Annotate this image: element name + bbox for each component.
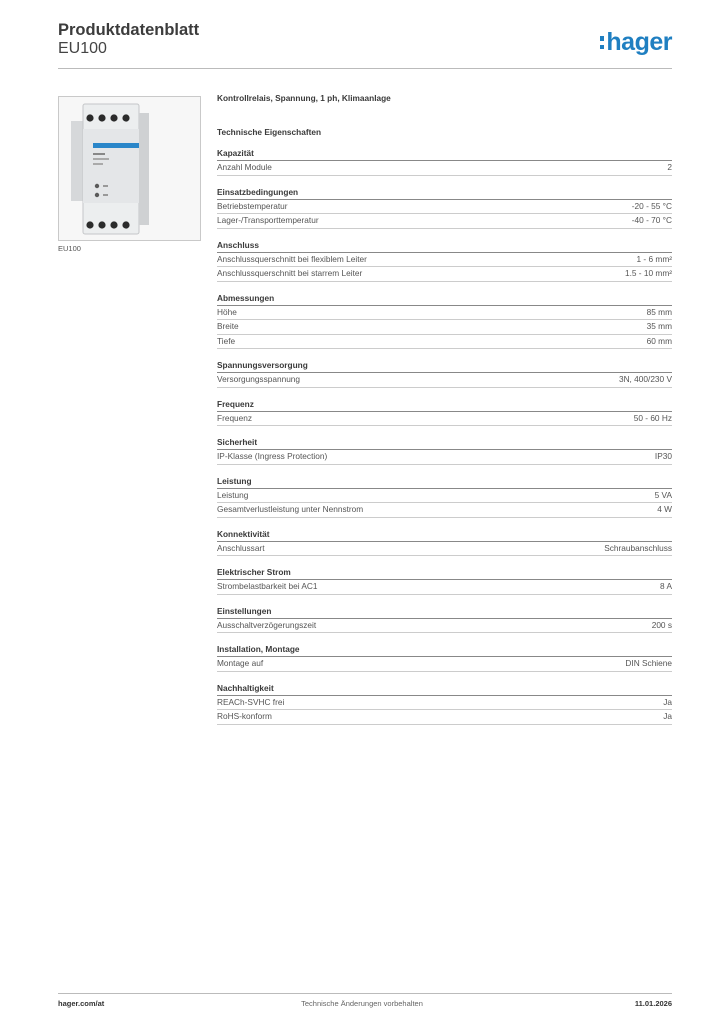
page-title: Produktdatenblatt bbox=[58, 21, 200, 39]
spec-label: Ausschaltverzögerungszeit bbox=[217, 619, 317, 630]
spec-value: 1.5 - 10 mm² bbox=[624, 268, 672, 278]
spec-label: REACh-SVHC frei bbox=[217, 696, 285, 707]
spec-group-title: Anschluss bbox=[217, 238, 672, 253]
spec-label: Betriebstemperatur bbox=[217, 200, 288, 211]
spec-label: RoHS-konform bbox=[217, 711, 272, 721]
spec-group-title: Elektrischer Strom bbox=[217, 565, 672, 580]
spec-row bbox=[217, 320, 672, 335]
spec-group-konnektivitaet bbox=[217, 527, 672, 557]
spec-row bbox=[217, 696, 672, 711]
spec-group-title: Nachhaltigkeit bbox=[217, 681, 672, 696]
product-code: EU100 bbox=[58, 40, 107, 57]
spec-row bbox=[217, 450, 672, 465]
spec-row bbox=[217, 306, 672, 321]
spec-value: 5 VA bbox=[654, 489, 672, 500]
spec-value: 8 A bbox=[660, 581, 672, 591]
spec-group-spannungsversorgung bbox=[217, 358, 672, 388]
footer-divider bbox=[58, 993, 672, 994]
spec-label: Anschlussquerschnitt bei starrem Leiter bbox=[217, 268, 363, 278]
spec-row bbox=[217, 489, 672, 504]
spec-row bbox=[217, 580, 672, 595]
spec-value: IP30 bbox=[654, 451, 672, 461]
logo-dots-icon bbox=[600, 36, 605, 49]
spec-label: Tiefe bbox=[217, 335, 236, 346]
spec-group-einstellungen bbox=[217, 604, 672, 634]
spec-group-title: Sicherheit bbox=[217, 435, 672, 450]
spec-row bbox=[217, 253, 672, 268]
spec-label: Strombelastbarkeit bei AC1 bbox=[217, 581, 318, 591]
spec-row bbox=[217, 267, 672, 282]
product-image-caption: EU100 bbox=[58, 244, 81, 253]
footer-website-link[interactable]: hager.com/at bbox=[58, 999, 105, 1008]
spec-value: 50 - 60 Hz bbox=[633, 412, 672, 423]
spec-group-sicherheit bbox=[217, 435, 672, 465]
spec-row bbox=[217, 503, 672, 518]
spec-group-title: Einstellungen bbox=[217, 604, 672, 619]
spec-label: Höhe bbox=[217, 306, 237, 317]
spec-label: Lager-/Transporttemperatur bbox=[217, 215, 319, 225]
spec-value: 1 - 6 mm² bbox=[636, 253, 672, 264]
spec-label: Gesamtverlustleistung unter Nennstrom bbox=[217, 504, 364, 514]
spec-value: 35 mm bbox=[646, 321, 672, 331]
header-divider bbox=[58, 68, 672, 69]
spec-value: -20 - 55 °C bbox=[631, 200, 672, 211]
spec-value: DIN Schiene bbox=[625, 658, 672, 668]
spec-value: Ja bbox=[663, 711, 672, 721]
product-image bbox=[58, 96, 201, 241]
spec-row bbox=[217, 373, 672, 388]
spec-group-title: Einsatzbedingungen bbox=[217, 185, 672, 200]
spec-row bbox=[217, 412, 672, 427]
spec-row bbox=[217, 619, 672, 634]
hager-logo[interactable] bbox=[600, 28, 672, 57]
spec-value: 85 mm bbox=[646, 306, 672, 317]
spec-group-frequenz bbox=[217, 397, 672, 427]
spec-label: IP-Klasse (Ingress Protection) bbox=[217, 451, 328, 461]
spec-row bbox=[217, 657, 672, 672]
spec-row bbox=[217, 542, 672, 557]
spec-label: Leistung bbox=[217, 489, 249, 500]
spec-group-nachhaltigkeit bbox=[217, 681, 672, 725]
spec-row bbox=[217, 710, 672, 725]
relay-device-icon bbox=[59, 97, 200, 240]
spec-group-title: Leistung bbox=[217, 474, 672, 489]
spec-group-title: Spannungsversorgung bbox=[217, 358, 672, 373]
spec-group-abmessungen bbox=[217, 291, 672, 350]
spec-group-title: Abmessungen bbox=[217, 291, 672, 306]
spec-group-elektrischer-strom bbox=[217, 565, 672, 595]
spec-value: 200 s bbox=[651, 619, 672, 630]
spec-label: Versorgungsspannung bbox=[217, 374, 301, 384]
spec-label: Montage auf bbox=[217, 658, 264, 668]
spec-group-leistung bbox=[217, 474, 672, 518]
spec-table bbox=[217, 92, 672, 734]
spec-group-anschluss bbox=[217, 238, 672, 282]
spec-row bbox=[217, 161, 672, 176]
spec-group-title: Installation, Montage bbox=[217, 642, 672, 657]
footer-disclaimer: Technische Änderungen vorbehalten bbox=[301, 999, 423, 1008]
spec-value: -40 - 70 °C bbox=[631, 215, 672, 225]
spec-value: 4 W bbox=[657, 504, 672, 514]
spec-label: Anzahl Module bbox=[217, 162, 272, 172]
spec-label: Anschlussquerschnitt bei flexiblem Leiter bbox=[217, 253, 367, 264]
spec-label: Anschlussart bbox=[217, 542, 265, 553]
spec-row bbox=[217, 335, 672, 350]
spec-row bbox=[217, 200, 672, 215]
spec-group-title: Kapazität bbox=[217, 146, 672, 161]
spec-group-einsatzbedingungen bbox=[217, 185, 672, 229]
spec-group-kapazitaet bbox=[217, 146, 672, 176]
spec-value: 60 mm bbox=[646, 335, 672, 346]
product-description: Kontrollrelais, Spannung, 1 ph, Klimaanlage bbox=[217, 93, 391, 103]
spec-group-title: Frequenz bbox=[217, 397, 672, 412]
spec-group-installation bbox=[217, 642, 672, 672]
logo-text: hager bbox=[606, 28, 672, 56]
spec-value: 2 bbox=[667, 162, 672, 172]
section-title: Technische Eigenschaften bbox=[217, 127, 322, 137]
spec-label: Frequenz bbox=[217, 412, 253, 423]
spec-row bbox=[217, 214, 672, 229]
spec-label: Breite bbox=[217, 321, 239, 331]
spec-value: Ja bbox=[663, 696, 672, 707]
spec-value: 3N, 400/230 V bbox=[618, 374, 672, 384]
spec-value: Schraubanschluss bbox=[604, 542, 672, 553]
footer-date: 11.01.2026 bbox=[634, 999, 672, 1008]
spec-group-title: Konnektivität bbox=[217, 527, 672, 542]
